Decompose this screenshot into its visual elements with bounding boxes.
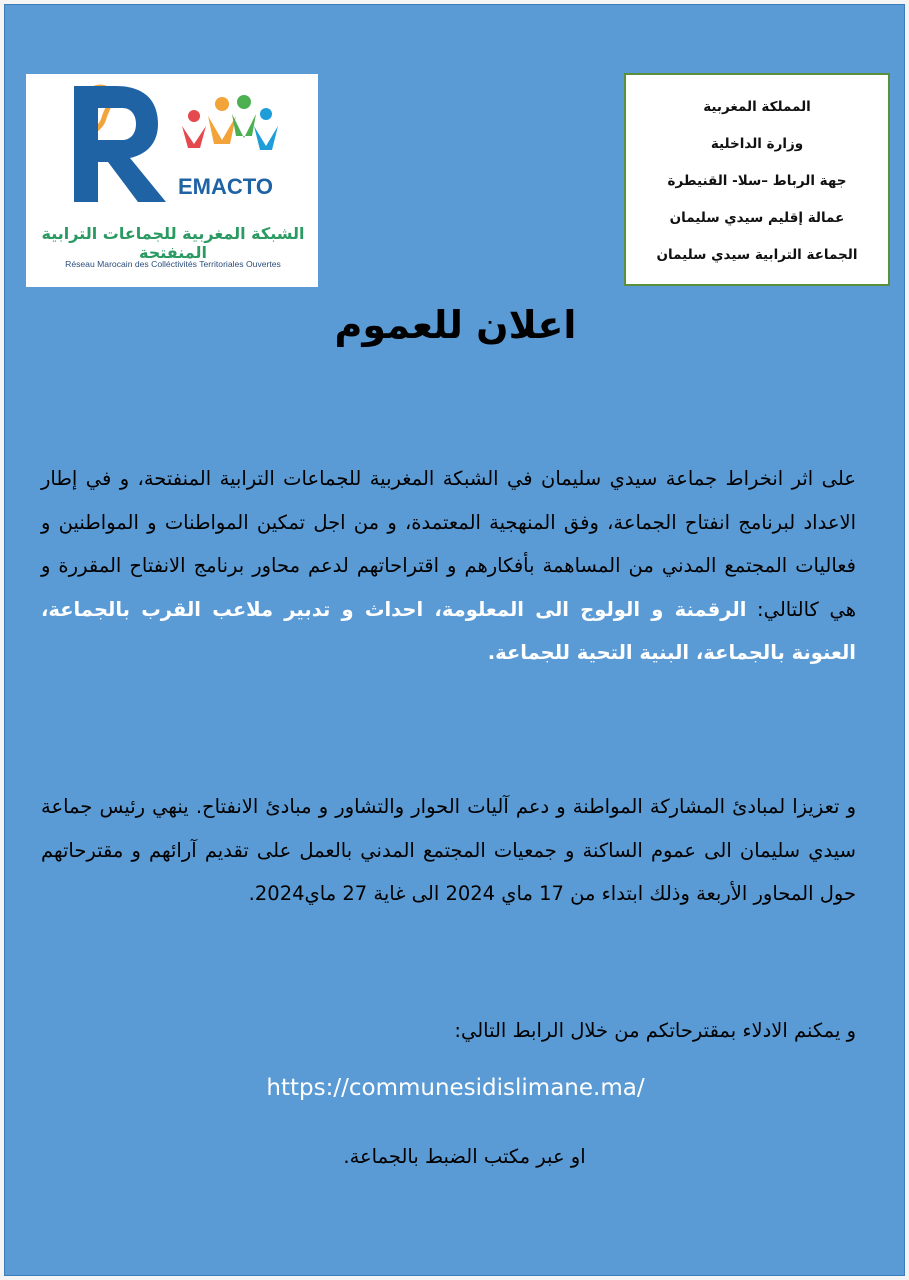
paragraph-intro-highlight: الرقمنة و الولوج الى المعلومة، احداث و تدبير ملاعب القرب بالجماعة، العنونة بالجماعة، البنية التحية للجماعة. xyxy=(41,597,856,664)
announcement-page xyxy=(4,4,905,1276)
header-line-ministry: وزارة الداخلية xyxy=(710,136,804,152)
logo-french-name: Réseau Marocain des Colléctivités Territoriales Ouvertes xyxy=(65,259,281,269)
header-line-commune: الجماعة الترابية سيدي سليمان xyxy=(656,247,858,263)
website-link[interactable]: https://communesidislimane.ma/ xyxy=(266,1075,645,1101)
logo-arabic-name: الشبكة المغربية للجماعات الترابية المنفتحة xyxy=(41,224,305,262)
official-header xyxy=(624,73,890,286)
header-line-region: جهة الرباط –سلا- القنيطرة xyxy=(667,173,847,189)
office-note: او عبر مكتب الضبط بالجماعة. xyxy=(343,1145,586,1168)
paragraph-intro xyxy=(41,457,856,675)
remacto-logo xyxy=(26,74,318,287)
paragraph-intro-text: على اثر انخراط جماعة سيدي سليمان في الشبكة المغربية للجماعات الترابية المنفتحة، و في إطار الاعداد لبرنامج انفتاح الجماعة، وفق المنهجية المعتمدة، و من اجل تمكين المواطنات و المواطنين و فعاليات المجتمع المدني من المساهمة بأفكارهم و اقتراحاتهم لدعم محاور برنامج الانفتاح المقررة و هي كالتالي: xyxy=(41,467,856,621)
header-line-province: عمالة إقليم سيدي سليمان xyxy=(669,210,845,226)
paragraph-invitation: و تعزيزا لمبادئ المشاركة المواطنة و دعم آليات الحوار والتشاور و مبادئ الانفتاح. ينهي رئيس جماعة سيدي سليمان الى عموم الساكنة و جمعيات المجتمع المدني بالعمل على تقديم آرائهم و مقترحاتهم حول المحاور الأربعة وذلك ابتداء من 17 ماي 2024 الى غاية 27 ماي2024. xyxy=(41,795,856,905)
logo-brand-text: EMACTO xyxy=(178,174,273,199)
paragraph-link-intro: و يمكنم الادلاء بمقترحاتكم من خلال الرابط التالي: xyxy=(454,1019,856,1042)
header-line-kingdom: المملكة المغربية xyxy=(703,99,811,115)
page-title: اعلان للعموم xyxy=(334,303,577,347)
